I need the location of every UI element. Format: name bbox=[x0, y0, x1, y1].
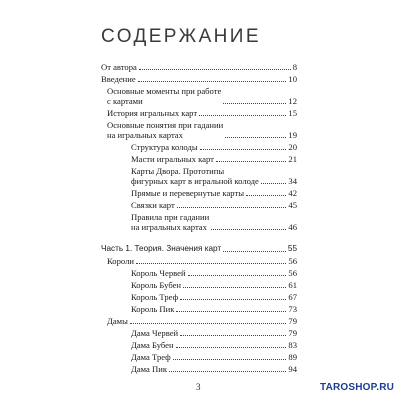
toc-entry-label: История игральных карт bbox=[107, 108, 198, 118]
toc-entry-page: 15 bbox=[288, 108, 297, 118]
toc-entry-label: Король Червей bbox=[131, 268, 186, 278]
toc-entry-page: 79 bbox=[288, 316, 297, 326]
toc-entry bbox=[131, 200, 297, 210]
toc-entry bbox=[131, 292, 297, 302]
toc-entry bbox=[107, 86, 297, 106]
toc-entry-label: Связки карт bbox=[131, 200, 175, 210]
toc-entry-label: Часть 1. Теория. Значения карт bbox=[101, 244, 222, 253]
toc-entry-page: 56 bbox=[288, 268, 297, 278]
toc-leader-dots bbox=[136, 263, 286, 264]
toc-leader-dots bbox=[223, 103, 286, 104]
toc-entry-page: 45 bbox=[288, 200, 297, 210]
toc-entry-label: Дамы bbox=[107, 316, 128, 326]
toc-entry-page: 8 bbox=[292, 62, 297, 72]
toc-entry bbox=[107, 108, 297, 118]
toc-leader-dots bbox=[169, 371, 286, 372]
toc-entry-label: Карты Двора. Прототипы фигурных карт в игральной колоде bbox=[131, 166, 259, 186]
toc-entry-label: Основные моменты при работе с картами bbox=[107, 86, 222, 106]
watermark: TAROSHOP.RU bbox=[320, 382, 395, 393]
toc-entry-page: 83 bbox=[288, 340, 297, 350]
toc-leader-dots bbox=[138, 81, 287, 82]
toc-entry bbox=[107, 256, 297, 266]
toc-leader-dots bbox=[246, 195, 286, 196]
toc-entry-page: 94 bbox=[288, 364, 297, 374]
toc-leader-dots bbox=[180, 335, 286, 336]
toc-entry bbox=[101, 62, 297, 72]
toc-entry bbox=[101, 244, 297, 254]
toc-entry bbox=[131, 142, 297, 152]
toc-entry-label: От автора bbox=[101, 62, 137, 72]
toc-entry-label: Структура колоды bbox=[131, 142, 198, 152]
toc-entry-page: 46 bbox=[288, 222, 297, 232]
toc-entry bbox=[131, 268, 297, 278]
toc-entry bbox=[131, 188, 297, 198]
toc-entry-label: Король Треф bbox=[131, 292, 179, 302]
toc-entry-page: 89 bbox=[288, 352, 297, 362]
toc-entry-page: 73 bbox=[288, 304, 297, 314]
toc-entry bbox=[131, 340, 297, 350]
toc-entry bbox=[131, 166, 297, 186]
toc-leader-dots bbox=[216, 161, 286, 162]
toc-entry bbox=[131, 352, 297, 362]
toc-leader-dots bbox=[177, 207, 287, 208]
toc-entry-label: Король Бубен bbox=[131, 280, 182, 290]
toc-entry bbox=[131, 328, 297, 338]
toc-entry-page: 55 bbox=[287, 244, 297, 253]
toc-entry-page: 21 bbox=[288, 154, 297, 164]
toc-entry-page: 42 bbox=[288, 188, 297, 198]
toc-entry-page: 56 bbox=[288, 256, 297, 266]
toc-entry bbox=[101, 74, 297, 84]
toc-entry-label: Король Пик bbox=[131, 304, 175, 314]
toc-leader-dots bbox=[180, 299, 286, 300]
toc-leader-dots bbox=[225, 137, 286, 138]
toc-leader-dots bbox=[139, 69, 291, 70]
toc-leader-dots bbox=[199, 115, 286, 116]
toc-entry bbox=[107, 316, 297, 326]
toc-leader-dots bbox=[176, 347, 287, 348]
toc-entry-page: 67 bbox=[288, 292, 297, 302]
toc-leader-dots bbox=[173, 359, 287, 360]
toc-leader-dots bbox=[261, 183, 287, 184]
toc-leader-dots bbox=[176, 311, 286, 312]
toc-leader-dots bbox=[200, 149, 287, 150]
toc-entry-page: 79 bbox=[288, 328, 297, 338]
toc-entry bbox=[107, 120, 297, 140]
toc-leader-dots bbox=[183, 287, 286, 288]
toc-entry bbox=[131, 154, 297, 164]
toc-leader-dots bbox=[223, 251, 286, 252]
toc-entry bbox=[131, 364, 297, 374]
toc-entry-label: Дама Пик bbox=[131, 364, 167, 374]
toc-entry-label: Введение bbox=[101, 74, 136, 84]
toc-entry-page: 61 bbox=[288, 280, 297, 290]
toc-entry bbox=[131, 280, 297, 290]
toc-entry bbox=[131, 304, 297, 314]
toc-leader-dots bbox=[130, 323, 287, 324]
toc-leader-dots bbox=[188, 275, 287, 276]
toc-entry-label: Правила при гадании на игральных картах bbox=[131, 212, 210, 232]
toc-entry-page: 34 bbox=[288, 176, 297, 186]
page-title: СОДЕРЖАНИЕ bbox=[101, 26, 261, 47]
page-number: 3 bbox=[196, 382, 201, 392]
toc-entry-label: Прямые и перевернутые карты bbox=[131, 188, 244, 198]
toc-entry-label: Масти игральных карт bbox=[131, 154, 214, 164]
toc-entry-label: Короли bbox=[107, 256, 134, 266]
toc-entry-page: 19 bbox=[288, 130, 297, 140]
toc-leader-dots bbox=[211, 229, 286, 230]
toc-entry-label: Дама Треф bbox=[131, 352, 171, 362]
toc-entry-label: Основные понятия при гадании на игральных картах bbox=[107, 120, 224, 140]
toc-entry-label: Дама Бубен bbox=[131, 340, 174, 350]
toc-entry-page: 20 bbox=[288, 142, 297, 152]
toc-entry-page: 10 bbox=[288, 74, 297, 84]
toc-entry-page: 12 bbox=[288, 96, 297, 106]
toc-entry bbox=[131, 212, 297, 232]
toc-entry-label: Дама Червей bbox=[131, 328, 179, 338]
